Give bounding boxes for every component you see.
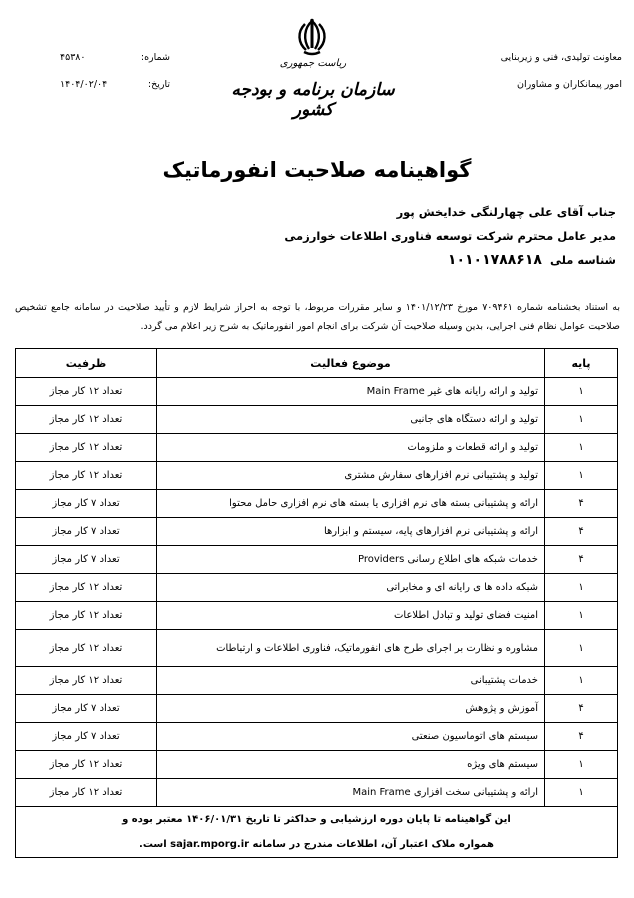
table-footer-row bbox=[16, 807, 618, 858]
date-label: تاریخ: bbox=[147, 79, 170, 90]
table-row bbox=[16, 434, 618, 462]
document-title: گواهینامه صلاحیت انفورماتیک bbox=[162, 158, 472, 182]
table-body bbox=[16, 378, 618, 807]
number-value: ۴۵۳۸۰ bbox=[60, 52, 86, 63]
header-capacity: ظرفیت bbox=[16, 349, 157, 378]
table-row bbox=[16, 602, 618, 630]
table-row bbox=[16, 751, 618, 779]
cell-subject: خدمات پشتیبانی bbox=[157, 667, 545, 695]
cell-capacity: تعداد ۱۲ کار مجاز bbox=[16, 406, 157, 434]
header-subject: موضوع فعالیت bbox=[157, 349, 545, 378]
date-value: ۱۴۰۴/۰۲/۰۴ bbox=[60, 79, 108, 90]
iran-emblem-icon bbox=[295, 18, 329, 58]
table-row bbox=[16, 574, 618, 602]
cell-subject: مشاوره و نظارت بر اجرای طرح های انفورماتیک، فناوری اطلاعات و ارتباطات bbox=[157, 630, 545, 667]
table-row bbox=[16, 518, 618, 546]
cell-capacity: تعداد ۱۲ کار مجاز bbox=[16, 462, 157, 490]
table-row bbox=[16, 695, 618, 723]
addressee-position: مدیر عامل محترم شرکت توسعه فناوری اطلاعات خوارزمی bbox=[284, 229, 616, 243]
reference-block bbox=[60, 44, 170, 98]
table-row bbox=[16, 546, 618, 574]
cell-tier: ۴ bbox=[545, 490, 618, 518]
cell-subject: سیستم های اتوماسیون صنعتی bbox=[157, 723, 545, 751]
cell-tier: ۱ bbox=[545, 602, 618, 630]
cell-subject: ارائه و پشتیبانی سخت افزاری Main Frame bbox=[157, 779, 545, 807]
cell-subject: تولید و ارائه دستگاه های جانبی bbox=[157, 406, 545, 434]
presidency-logotype: ریاست جمهوری bbox=[279, 58, 347, 69]
table-row bbox=[16, 779, 618, 807]
cell-subject: سیستم های ویژه bbox=[157, 751, 545, 779]
qualification-table bbox=[15, 348, 618, 858]
table-row bbox=[16, 378, 618, 406]
cell-capacity: تعداد ۱۲ کار مجاز bbox=[16, 630, 157, 667]
table-header-row bbox=[16, 349, 618, 378]
cell-capacity: تعداد ۷ کار مجاز bbox=[16, 723, 157, 751]
validity-note-line-1: این گواهینامه تا پایان دوره ارزشیابی و حداکثر تا تاریخ ۱۴۰۶/۰۱/۳۱ معتبر بوده و bbox=[122, 814, 511, 825]
cell-subject: شبکه داده ها ی رایانه ای و مخابراتی bbox=[157, 574, 545, 602]
cell-capacity: تعداد ۱۲ کار مجاز bbox=[16, 434, 157, 462]
intro-paragraph: به استناد بخشنامه شماره ۷۰۹۴۶۱ مورخ ۱۴۰۱/۱۲/۲۳ و سایر مقررات مربوط، با توجه به احراز شرایط لازم و تأیید صلاحیت در سامانه جامع تشخیص صلاحیت عوامل نظام فنی اجرایی، بدین وسیله صلاحیت آن شرکت برای انجام امور انفورماتیک به شرح زیر اعلام می گردد. bbox=[15, 302, 620, 332]
cell-tier: ۱ bbox=[545, 462, 618, 490]
table-row bbox=[16, 462, 618, 490]
cell-tier: ۴ bbox=[545, 695, 618, 723]
cell-capacity: تعداد ۱۲ کار مجاز bbox=[16, 751, 157, 779]
cell-capacity: تعداد ۷ کار مجاز bbox=[16, 490, 157, 518]
organization-logotype: سازمان برنامه و بودجه کشور bbox=[231, 80, 395, 120]
cell-subject: تولید و پشتیبانی نرم افزارهای سفارش مشتری bbox=[157, 462, 545, 490]
table-row bbox=[16, 490, 618, 518]
cell-tier: ۱ bbox=[545, 779, 618, 807]
table-row bbox=[16, 406, 618, 434]
number-row bbox=[60, 44, 170, 71]
cell-subject: خدمات شبکه های اطلاع رسانی Providers bbox=[157, 546, 545, 574]
cell-capacity: تعداد ۱۲ کار مجاز bbox=[16, 574, 157, 602]
date-row bbox=[60, 71, 170, 98]
cell-capacity: تعداد ۱۲ کار مجاز bbox=[16, 378, 157, 406]
cell-tier: ۱ bbox=[545, 574, 618, 602]
national-id-value: ۱۰۱۰۱۷۸۸۶۱۸ bbox=[447, 252, 542, 268]
cell-subject: آموزش و پژوهش bbox=[157, 695, 545, 723]
cell-tier: ۱ bbox=[545, 751, 618, 779]
cell-subject: تولید و ارائه قطعات و ملزومات bbox=[157, 434, 545, 462]
cell-capacity: تعداد ۱۲ کار مجاز bbox=[16, 602, 157, 630]
cell-tier: ۴ bbox=[545, 546, 618, 574]
cell-subject: امنیت فضای تولید و تبادل اطلاعات bbox=[157, 602, 545, 630]
table-row bbox=[16, 667, 618, 695]
department-line-1: معاونت تولیدی، فنی و زیربنایی bbox=[500, 52, 622, 63]
table-row bbox=[16, 723, 618, 751]
cell-capacity: تعداد ۷ کار مجاز bbox=[16, 546, 157, 574]
department-line-2: امور پیمانکاران و مشاوران bbox=[516, 79, 622, 90]
cell-tier: ۴ bbox=[545, 723, 618, 751]
cell-subject: ارائه و پشتیبانی نرم افزارهای پایه، سیستم و ابزارها bbox=[157, 518, 545, 546]
cell-tier: ۱ bbox=[545, 667, 618, 695]
cell-tier: ۱ bbox=[545, 378, 618, 406]
cell-tier: ۱ bbox=[545, 406, 618, 434]
validity-note bbox=[16, 807, 618, 858]
national-id-label: شناسه ملی bbox=[549, 253, 616, 267]
cell-subject: ارائه و پشتیبانی بسته های نرم افزاری یا بسته های نرم افزاری حامل محتوا bbox=[157, 490, 545, 518]
cell-tier: ۱ bbox=[545, 630, 618, 667]
number-label: شماره: bbox=[140, 52, 170, 63]
cell-capacity: تعداد ۱۲ کار مجاز bbox=[16, 779, 157, 807]
department-block bbox=[432, 44, 622, 98]
national-id bbox=[448, 252, 616, 268]
addressee-name: جناب آقای علی چهارلنگی خدایخش پور bbox=[396, 205, 616, 219]
cell-capacity: تعداد ۱۲ کار مجاز bbox=[16, 667, 157, 695]
cell-subject: تولید و ارائه رایانه های غیر Main Frame bbox=[157, 378, 545, 406]
header-tier: پایه bbox=[545, 349, 618, 378]
cell-tier: ۴ bbox=[545, 518, 618, 546]
table-row bbox=[16, 630, 618, 667]
cell-capacity: تعداد ۷ کار مجاز bbox=[16, 518, 157, 546]
cell-capacity: تعداد ۷ کار مجاز bbox=[16, 695, 157, 723]
cell-tier: ۱ bbox=[545, 434, 618, 462]
validity-note-line-2: همواره ملاک اعتبار آن، اطلاعات مندرج در سامانه sajar.mporg.ir است. bbox=[139, 839, 494, 850]
